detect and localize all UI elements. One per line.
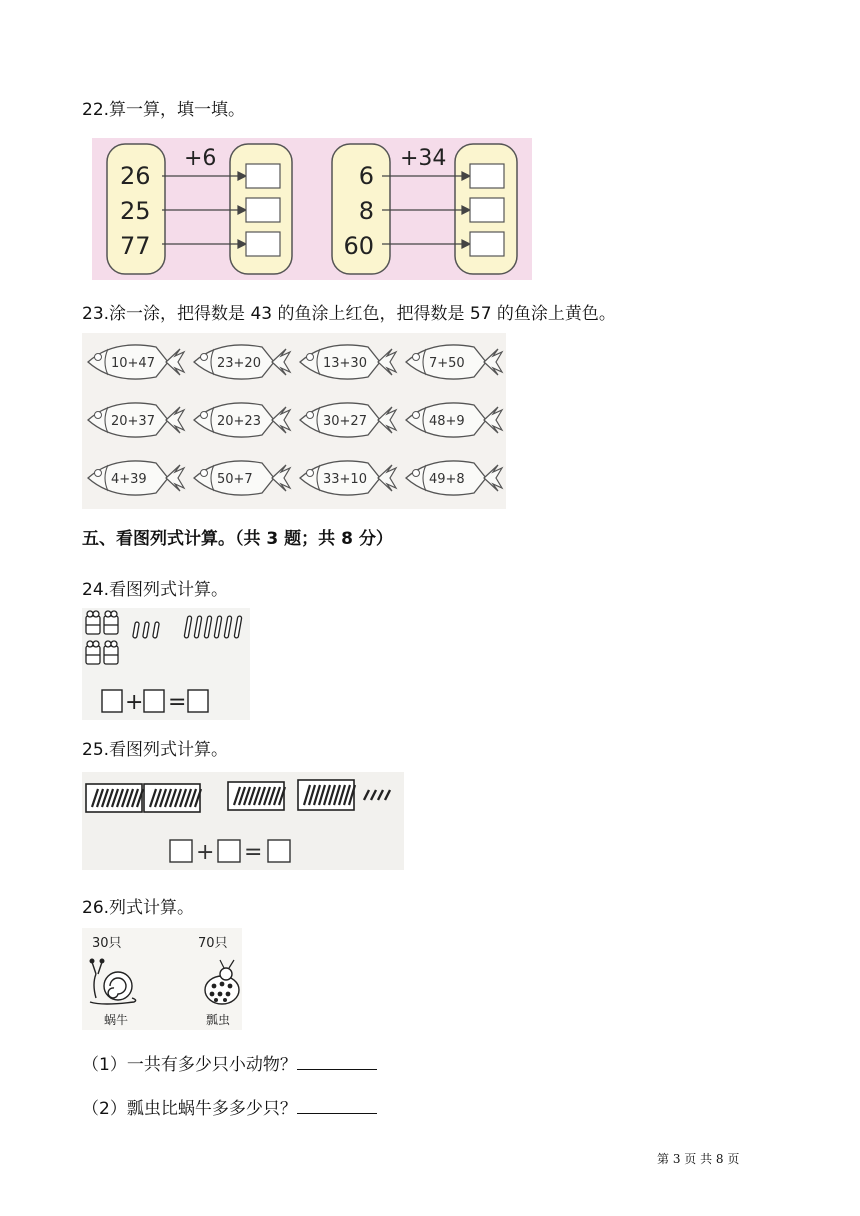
q26-figure — [82, 928, 242, 1034]
stick-pack-icon — [298, 780, 355, 810]
q24-title: 24.看图列式计算。 — [82, 580, 229, 600]
ladybug-count: 70只 — [198, 936, 228, 951]
q22-right-op: +34 — [400, 146, 447, 171]
q22-right-answer-3[interactable] — [470, 232, 504, 256]
q26-title: 26.列式计算。 — [82, 898, 195, 918]
q25-equals: = — [244, 840, 263, 865]
q26-sub-1-answer-blank[interactable] — [297, 1053, 377, 1070]
ladybug-label: 瓢虫 — [206, 1013, 231, 1027]
q23-title: 23.涂一涂，把得数是 43 的鱼涂上红色，把得数是 57 的鱼涂上黄色。 — [82, 304, 616, 324]
q22-left-answer-1[interactable] — [246, 164, 280, 188]
q22-left-input-3: 77 — [120, 232, 151, 260]
stick-pack-icon — [144, 784, 201, 812]
q22-figure — [92, 138, 532, 284]
q23-fish-figure — [82, 333, 506, 513]
q26-sub-1-text: （1）一共有多少只小动物？ — [82, 1055, 297, 1075]
q22-right-answer-2[interactable] — [470, 198, 504, 222]
fish-expression: 20+37 — [111, 414, 155, 429]
fish-expression: 10+47 — [111, 356, 155, 371]
q24-figure — [82, 608, 250, 724]
snail-label: 蜗牛 — [104, 1013, 129, 1027]
q25-title: 25.看图列式计算。 — [82, 740, 229, 760]
q26-sub-2-answer-blank[interactable] — [297, 1097, 377, 1114]
page-footer: 第 3 页 共 8 页 — [657, 1152, 740, 1166]
fish-expression: 23+20 — [217, 356, 261, 371]
fish-expression: 49+8 — [429, 472, 465, 487]
q22-title: 22.算一算，填一填。 — [82, 100, 246, 120]
q22-right-answer-1[interactable] — [470, 164, 504, 188]
q24-box-2[interactable] — [144, 690, 164, 712]
q24-box-1[interactable] — [102, 690, 122, 712]
q24-equals: = — [168, 690, 187, 715]
q25-box-2[interactable] — [218, 840, 240, 862]
fish-expression: 13+30 — [323, 356, 367, 371]
fish-expression: 7+50 — [429, 356, 465, 371]
fish-expression: 20+23 — [217, 414, 261, 429]
stick-bundle-icon — [86, 611, 100, 634]
q26-sub-2 — [82, 1094, 377, 1119]
q22-left-input-2: 25 — [120, 197, 151, 225]
q25-plus: + — [196, 840, 215, 865]
q24-plus: + — [125, 690, 144, 715]
q22-left-answer-2[interactable] — [246, 198, 280, 222]
fish-expression: 50+7 — [217, 472, 253, 487]
fish-expression: 33+10 — [323, 472, 367, 487]
fish-expression: 48+9 — [429, 414, 465, 429]
q25-box-1[interactable] — [170, 840, 192, 862]
q26-sub-2-text: （2）瓢虫比蜗牛多多少只？ — [82, 1099, 297, 1119]
q22-left-answer-3[interactable] — [246, 232, 280, 256]
stick-pack-icon — [228, 782, 285, 810]
q22-right-input-3: 60 — [343, 232, 374, 260]
q25-figure — [82, 772, 404, 874]
q26-sub-1 — [82, 1050, 377, 1075]
q22-left-input-1: 26 — [120, 162, 151, 190]
q25-box-3[interactable] — [268, 840, 290, 862]
q22-right-input-2: 8 — [358, 197, 374, 225]
section-5-title: 五、看图列式计算。（共 3 题；共 8 分） — [82, 529, 393, 549]
q24-box-3[interactable] — [188, 690, 208, 712]
fish-expression: 4+39 — [111, 472, 147, 487]
snail-count: 30只 — [92, 936, 122, 951]
stick-pack-icon — [86, 784, 143, 812]
q22-left-op: +6 — [184, 146, 217, 171]
q22-right-input-1: 6 — [358, 162, 374, 190]
fish-expression: 30+27 — [323, 414, 367, 429]
